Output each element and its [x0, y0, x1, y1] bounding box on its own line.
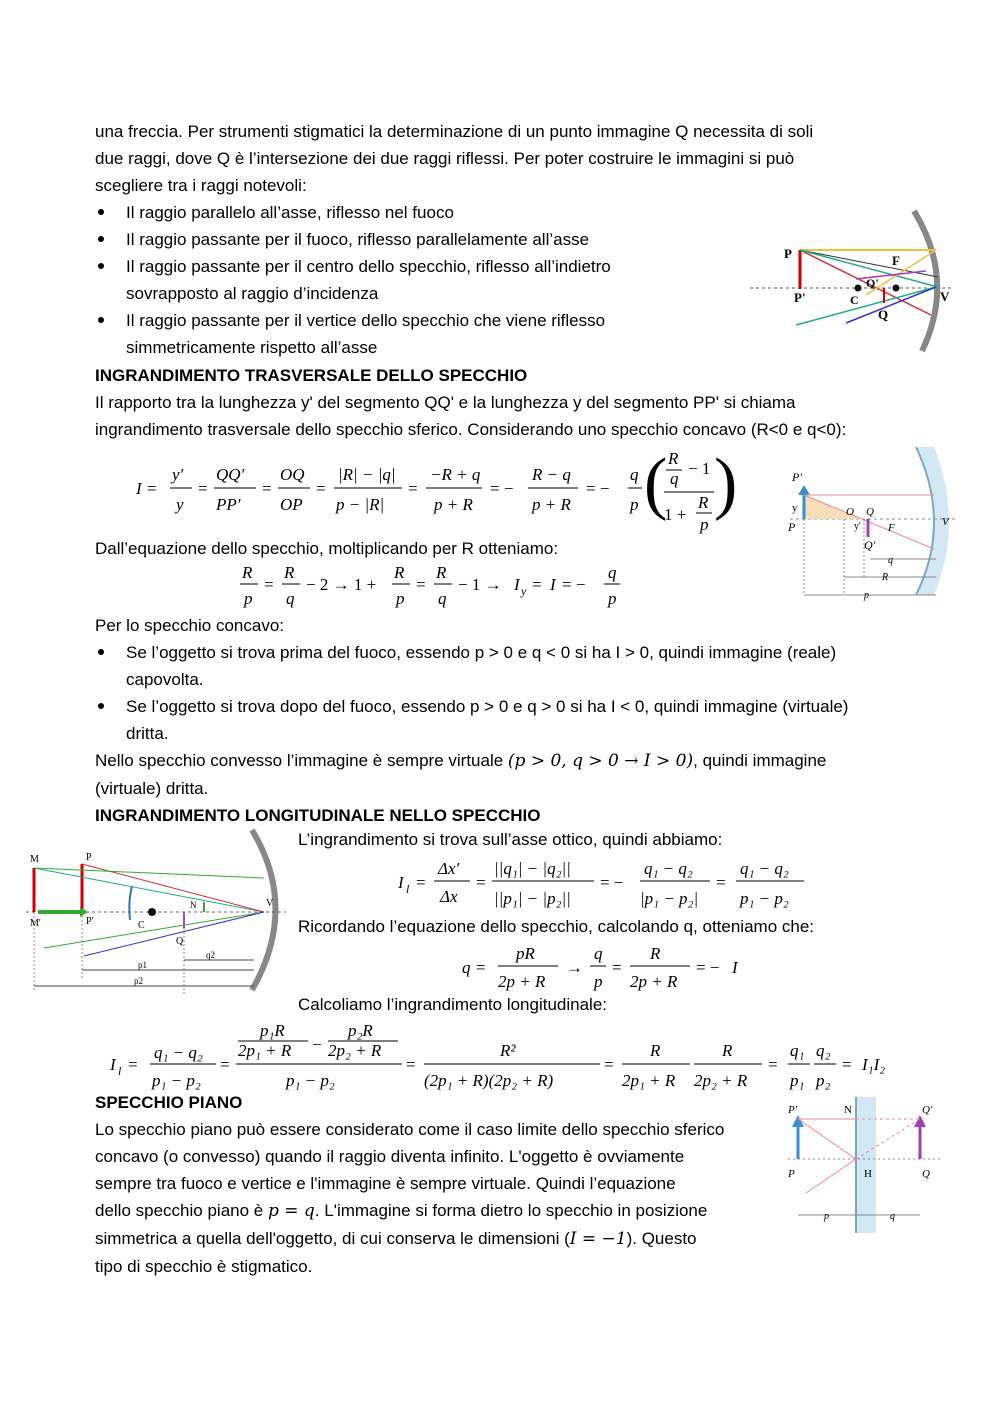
- paragraph-line: L’ingrandimento si trova sull’asse ottico, quindi abbiamo:: [298, 830, 723, 849]
- svg-text:q₁ − q₂: q₁ − q₂: [740, 859, 789, 878]
- concave-mirror-ray-diagram: [746, 205, 956, 355]
- svg-text:I₁I₂: I₁I₂: [862, 1055, 886, 1074]
- svg-text:−R + q: −R + q: [430, 465, 481, 484]
- paragraph-line: ingrandimento trasversale dello specchio sferico. Considerando uno specchio concavo (R<0 e q<0):: [95, 420, 847, 439]
- svg-text:2p₁ + R: 2p₁ + R: [622, 1071, 676, 1090]
- svg-text:q₁ − q₂: q₁ − q₂: [154, 1043, 203, 1062]
- label-q: q: [890, 1211, 895, 1222]
- svg-text:p − |R|: p − |R|: [336, 495, 385, 514]
- label-H: H: [864, 1168, 872, 1180]
- svg-text:= −: = −: [490, 479, 514, 498]
- list-item: Il raggio passante per il centro dello specchio, riflesso all’indietro sovrapposto al raggio d’incidenza: [95, 253, 695, 307]
- svg-text:q: q: [438, 589, 447, 608]
- label-q: q: [888, 555, 893, 566]
- svg-text:OQ: OQ: [280, 465, 305, 484]
- svg-text:p: p: [396, 589, 405, 608]
- paragraph-line: Per lo specchio concavo:: [95, 616, 284, 635]
- svg-text:=: =: [416, 575, 426, 594]
- svg-text:R: R: [722, 1041, 733, 1060]
- paragraph-line: Ricordando l’equazione dello specchio, calcolando q, otteniamo che:: [298, 917, 815, 936]
- label-R: R: [882, 572, 889, 583]
- longitudinal-magnification-diagram: [24, 828, 290, 994]
- label-p: p: [824, 1211, 829, 1222]
- svg-text:=: =: [476, 873, 486, 892]
- label-y-prime: y': [854, 521, 861, 532]
- svg-text:I: I: [110, 1055, 116, 1074]
- plane-mirror-diagram: [786, 1095, 944, 1237]
- svg-text:R²: R²: [500, 1041, 516, 1060]
- label-Q-prime: Q': [864, 538, 876, 552]
- svg-text:): ): [714, 445, 738, 522]
- svg-text:I: I: [732, 958, 738, 977]
- svg-text:=: =: [532, 575, 542, 594]
- svg-text:I: I: [398, 873, 404, 892]
- svg-text:PP′: PP′: [216, 495, 241, 514]
- svg-text:=: =: [416, 873, 426, 892]
- svg-text:R: R: [436, 563, 447, 582]
- svg-text:R: R: [650, 1041, 661, 1060]
- list-item: Il raggio parallelo all’asse, riflesso nel fuoco: [95, 199, 695, 226]
- svg-text:q₁ − q₂: q₁ − q₂: [644, 859, 693, 878]
- label-P: P: [784, 246, 792, 261]
- svg-text:R: R: [698, 493, 709, 512]
- label-F: F: [892, 253, 900, 268]
- svg-text:||q₁| − |q₂||: ||q₁| − |q₂||: [494, 859, 571, 878]
- svg-text:=: =: [408, 479, 418, 498]
- svg-text:2p₂ + R: 2p₂ + R: [328, 1041, 382, 1060]
- section-heading: INGRANDIMENTO TRASVERSALE DELLO SPECCHIO: [95, 366, 528, 385]
- paragraph-line: Nello specchio convesso l’immagine è sempre virtuale (p > 0, q > 0 → I > 0), quindi immagine: [95, 751, 827, 771]
- label-Q: Q: [176, 936, 184, 947]
- label-Q: Q: [922, 1168, 930, 1180]
- longitudinale-line3: [298, 991, 898, 1018]
- label-C: C: [138, 920, 145, 931]
- paragraph-line: tipo di specchio è stigmatico.: [95, 1257, 313, 1276]
- label-p1: p1: [138, 960, 147, 970]
- svg-text:− 1: − 1: [688, 459, 711, 478]
- transverse-magnification-diagram: [784, 445, 964, 602]
- svg-text:=: =: [716, 873, 726, 892]
- longitudinale-line1: [298, 826, 898, 853]
- svg-text:R − q: R − q: [532, 465, 571, 484]
- svg-text:= −: = −: [696, 958, 720, 977]
- svg-text:=: =: [264, 575, 274, 594]
- svg-text:R: R: [668, 449, 679, 468]
- svg-text:y: y: [521, 584, 527, 598]
- svg-text:OP: OP: [280, 495, 303, 514]
- label-P: P: [86, 852, 92, 863]
- svg-text:pR: pR: [516, 944, 535, 963]
- svg-text:p₁R: p₁R: [260, 1021, 285, 1040]
- svg-text:q: q: [594, 944, 603, 963]
- label-C: C: [850, 293, 859, 307]
- svg-text:q₁: q₁: [790, 1041, 805, 1060]
- longitudinal-formula-3: [106, 1018, 896, 1092]
- intro-line: scegliere tra i raggi notevoli:: [95, 176, 307, 195]
- svg-text:p: p: [700, 515, 709, 534]
- svg-text:=: =: [604, 1055, 614, 1074]
- svg-text:=: =: [842, 1055, 852, 1074]
- list-item: Se l’oggetto si trova dopo del fuoco, essendo p > 0 e q > 0 si ha I < 0, quindi immagine (virtuale) dritta.: [95, 693, 925, 747]
- svg-text:||p₁| − |p₂||: ||p₁| − |p₂||: [494, 889, 571, 908]
- svg-text:=: =: [406, 1055, 416, 1074]
- concavo-cases: [95, 612, 925, 829]
- svg-text:p + R: p + R: [532, 495, 571, 514]
- svg-text:I =: I =: [136, 479, 158, 498]
- svg-text:p₁ − p₂: p₁ − p₂: [740, 889, 789, 908]
- label-O: O: [846, 506, 854, 518]
- paragraph-line: Dall’equazione dello specchio, moltiplicando per R otteniamo:: [95, 539, 559, 558]
- svg-text:|R| − |q|: |R| − |q|: [338, 465, 396, 484]
- intro-line: una freccia. Per strumenti stigmatici la determinazione di un punto immagine Q necessita di soli: [95, 122, 814, 141]
- longitudinale-line2: [298, 913, 898, 940]
- svg-text:− 2 → 1 +: − 2 → 1 +: [306, 575, 377, 594]
- svg-text:q: q: [286, 589, 295, 608]
- svg-text:p₁ − p₂: p₁ − p₂: [152, 1071, 201, 1090]
- intro-paragraph: [95, 118, 915, 199]
- svg-text:p: p: [594, 972, 603, 991]
- svg-text:=: =: [198, 479, 208, 498]
- svg-text:R: R: [284, 563, 295, 582]
- paragraph-line: Calcoliamo l’ingrandimento longitudinale:: [298, 995, 608, 1014]
- label-Q-prime: Q': [922, 1104, 933, 1116]
- svg-text:q₂: q₂: [816, 1041, 831, 1060]
- label-N: N: [190, 900, 197, 910]
- svg-text:(2p₁ + R)(2p₂ + R): (2p₁ + R)(2p₂ + R): [424, 1071, 554, 1090]
- label-y: y: [792, 502, 798, 514]
- ray-list: [95, 199, 695, 361]
- svg-text:y: y: [176, 495, 184, 514]
- svg-text:l: l: [406, 882, 410, 896]
- label-P-prime: P': [794, 290, 806, 305]
- svg-text:p: p: [244, 589, 253, 608]
- list-item: Se l’oggetto si trova prima del fuoco, essendo p > 0 e q < 0 si ha I > 0, quindi immagine (reale) capovolta.: [95, 639, 925, 693]
- section-heading: INGRANDIMENTO LONGITUDINALE NELLO SPECCHIO: [95, 806, 541, 825]
- svg-text:2p₂ + R: 2p₂ + R: [694, 1071, 748, 1090]
- svg-text:2p + R: 2p + R: [498, 972, 546, 991]
- label-P-prime: P': [792, 470, 802, 484]
- svg-text:|p₁ − p₂|: |p₁ − p₂|: [640, 889, 699, 908]
- svg-text:= −: = −: [600, 873, 624, 892]
- piano-section: [95, 1089, 775, 1280]
- svg-text:→: →: [566, 958, 583, 977]
- label-M-prime: M': [30, 918, 41, 929]
- label-Q-prime: Q': [866, 276, 879, 290]
- paragraph-line: simmetrica a quella dell'oggetto, di cui conserva le dimensioni (I = −1). Questo: [95, 1229, 697, 1249]
- svg-text:= −: = −: [562, 575, 586, 594]
- svg-text:p: p: [608, 589, 617, 608]
- label-F: F: [888, 522, 895, 534]
- svg-text:Δx′: Δx′: [438, 859, 460, 878]
- svg-text:I: I: [550, 575, 556, 594]
- label-Q: Q: [878, 307, 889, 322]
- svg-text:p + R: p + R: [434, 495, 473, 514]
- svg-text:p: p: [630, 495, 639, 514]
- svg-text:y′: y′: [172, 465, 184, 484]
- svg-text:(: (: [644, 445, 668, 522]
- label-M: M: [30, 854, 39, 865]
- longitudinal-formula-2: [458, 937, 748, 995]
- svg-text:p₁ − p₂: p₁ − p₂: [286, 1071, 335, 1090]
- svg-text:R: R: [242, 563, 253, 582]
- svg-text:q: q: [670, 469, 679, 488]
- svg-text:p₁: p₁: [790, 1071, 805, 1090]
- label-q2: q2: [206, 950, 215, 960]
- label-P-prime: P': [86, 916, 94, 927]
- svg-text:2p + R: 2p + R: [630, 972, 678, 991]
- longitudinal-formula-1: [394, 850, 814, 914]
- svg-text:=: =: [128, 1055, 138, 1074]
- label-p: p: [864, 590, 869, 601]
- svg-text:QQ′: QQ′: [216, 465, 245, 484]
- label-Q: Q: [866, 506, 874, 518]
- label-p2: p2: [134, 976, 143, 986]
- svg-text:− 1 →: − 1 →: [458, 575, 502, 594]
- label-V: V: [266, 898, 274, 909]
- paragraph-line: dello specchio piano è p = q. L'immagine si forma dietro lo specchio in posizione: [95, 1201, 708, 1221]
- list-item: Il raggio passante per il vertice dello specchio che viene riflesso simmetricamente rispetto all’asse: [95, 307, 695, 361]
- svg-text:p₂: p₂: [816, 1071, 831, 1090]
- section-heading: SPECCHIO PIANO: [95, 1093, 243, 1112]
- trasversale-section: [95, 362, 925, 443]
- svg-text:Δx: Δx: [440, 887, 458, 906]
- label-V: V: [942, 516, 949, 528]
- svg-text:q: q: [630, 465, 639, 484]
- svg-text:=: =: [316, 479, 326, 498]
- label-P-prime: P': [788, 1104, 798, 1116]
- svg-text:R: R: [394, 563, 405, 582]
- paragraph-line: Lo specchio piano può essere considerato come il caso limite dello specchio sferico: [95, 1120, 725, 1139]
- label-P: P: [788, 1168, 795, 1180]
- svg-text:q =: q =: [462, 958, 487, 977]
- svg-text:p₂R: p₂R: [348, 1021, 373, 1040]
- svg-text:=: =: [768, 1055, 778, 1074]
- list-item: Il raggio passante per il fuoco, riflesso parallelamente all’asse: [95, 226, 695, 253]
- label-V: V: [940, 289, 950, 304]
- svg-text:2p₁ + R: 2p₁ + R: [238, 1041, 292, 1060]
- paragraph-line: (virtuale) dritta.: [95, 779, 209, 798]
- transverse-magnification-formula: [130, 440, 740, 535]
- label-N: N: [844, 1104, 852, 1116]
- svg-text:R: R: [650, 944, 661, 963]
- paragraph-line: Il rapporto tra la lunghezza y' del segmento QQ' e la lunghezza y del segmento PP' si chiama: [95, 393, 796, 412]
- svg-text:I: I: [514, 575, 520, 594]
- svg-text:l: l: [118, 1064, 122, 1078]
- svg-text:q: q: [608, 563, 617, 582]
- paragraph-line: concavo (o convesso) quando il raggio diventa infinito. L'oggetto è ovviamente: [95, 1147, 685, 1166]
- paragraph-line: sempre tra fuoco e vertice e l'immagine è sempre virtuale. Quindi l’equazione: [95, 1174, 676, 1193]
- intro-line: due raggi, dove Q è l’intersezione dei due raggi riflessi. Per poter costruire le immagini si può: [95, 149, 795, 168]
- svg-text:=: =: [220, 1055, 230, 1074]
- mirror-equation-formula: [236, 558, 636, 614]
- svg-text:=: =: [262, 479, 272, 498]
- label-P: P: [788, 520, 796, 534]
- svg-text:=: =: [612, 958, 622, 977]
- svg-text:= −: = −: [586, 479, 610, 498]
- svg-text:1 +: 1 +: [664, 505, 687, 524]
- svg-text:−: −: [312, 1035, 322, 1054]
